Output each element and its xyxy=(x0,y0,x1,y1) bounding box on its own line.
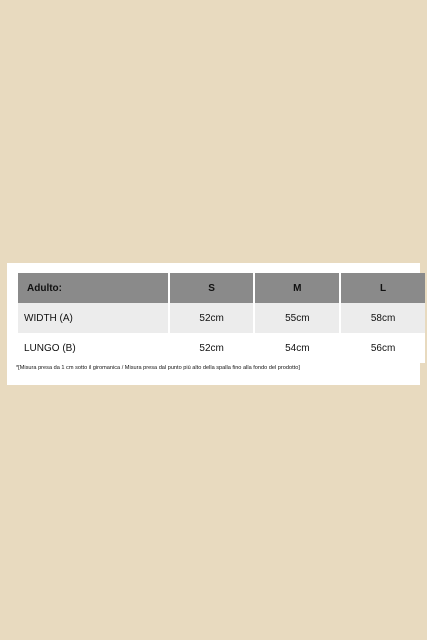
cell-width-l: 58cm xyxy=(341,303,425,333)
row-label-length: LUNGO (B) xyxy=(18,333,168,363)
table-row-width xyxy=(18,303,425,333)
cell-width-s: 52cm xyxy=(170,303,254,333)
header-size-l: L xyxy=(341,273,425,303)
header-label: Adulto: xyxy=(18,273,168,303)
cell-length-s: 52cm xyxy=(170,333,254,363)
header-size-s: S xyxy=(170,273,254,303)
row-label-width: WIDTH (A) xyxy=(18,303,168,333)
cell-width-m: 55cm xyxy=(255,303,339,333)
table-row-length xyxy=(18,333,425,363)
size-table xyxy=(16,273,427,363)
header-size-m: M xyxy=(255,273,339,303)
cell-length-l: 56cm xyxy=(341,333,425,363)
measurement-footnote: *[Misura presa da 1 cm sotto il giromanica / Misura presa dal punto più alto della spalla fino alla fondo del prodotto] xyxy=(16,365,300,371)
size-chart-card xyxy=(7,263,420,385)
table-header-row xyxy=(18,273,425,303)
cell-length-m: 54cm xyxy=(255,333,339,363)
